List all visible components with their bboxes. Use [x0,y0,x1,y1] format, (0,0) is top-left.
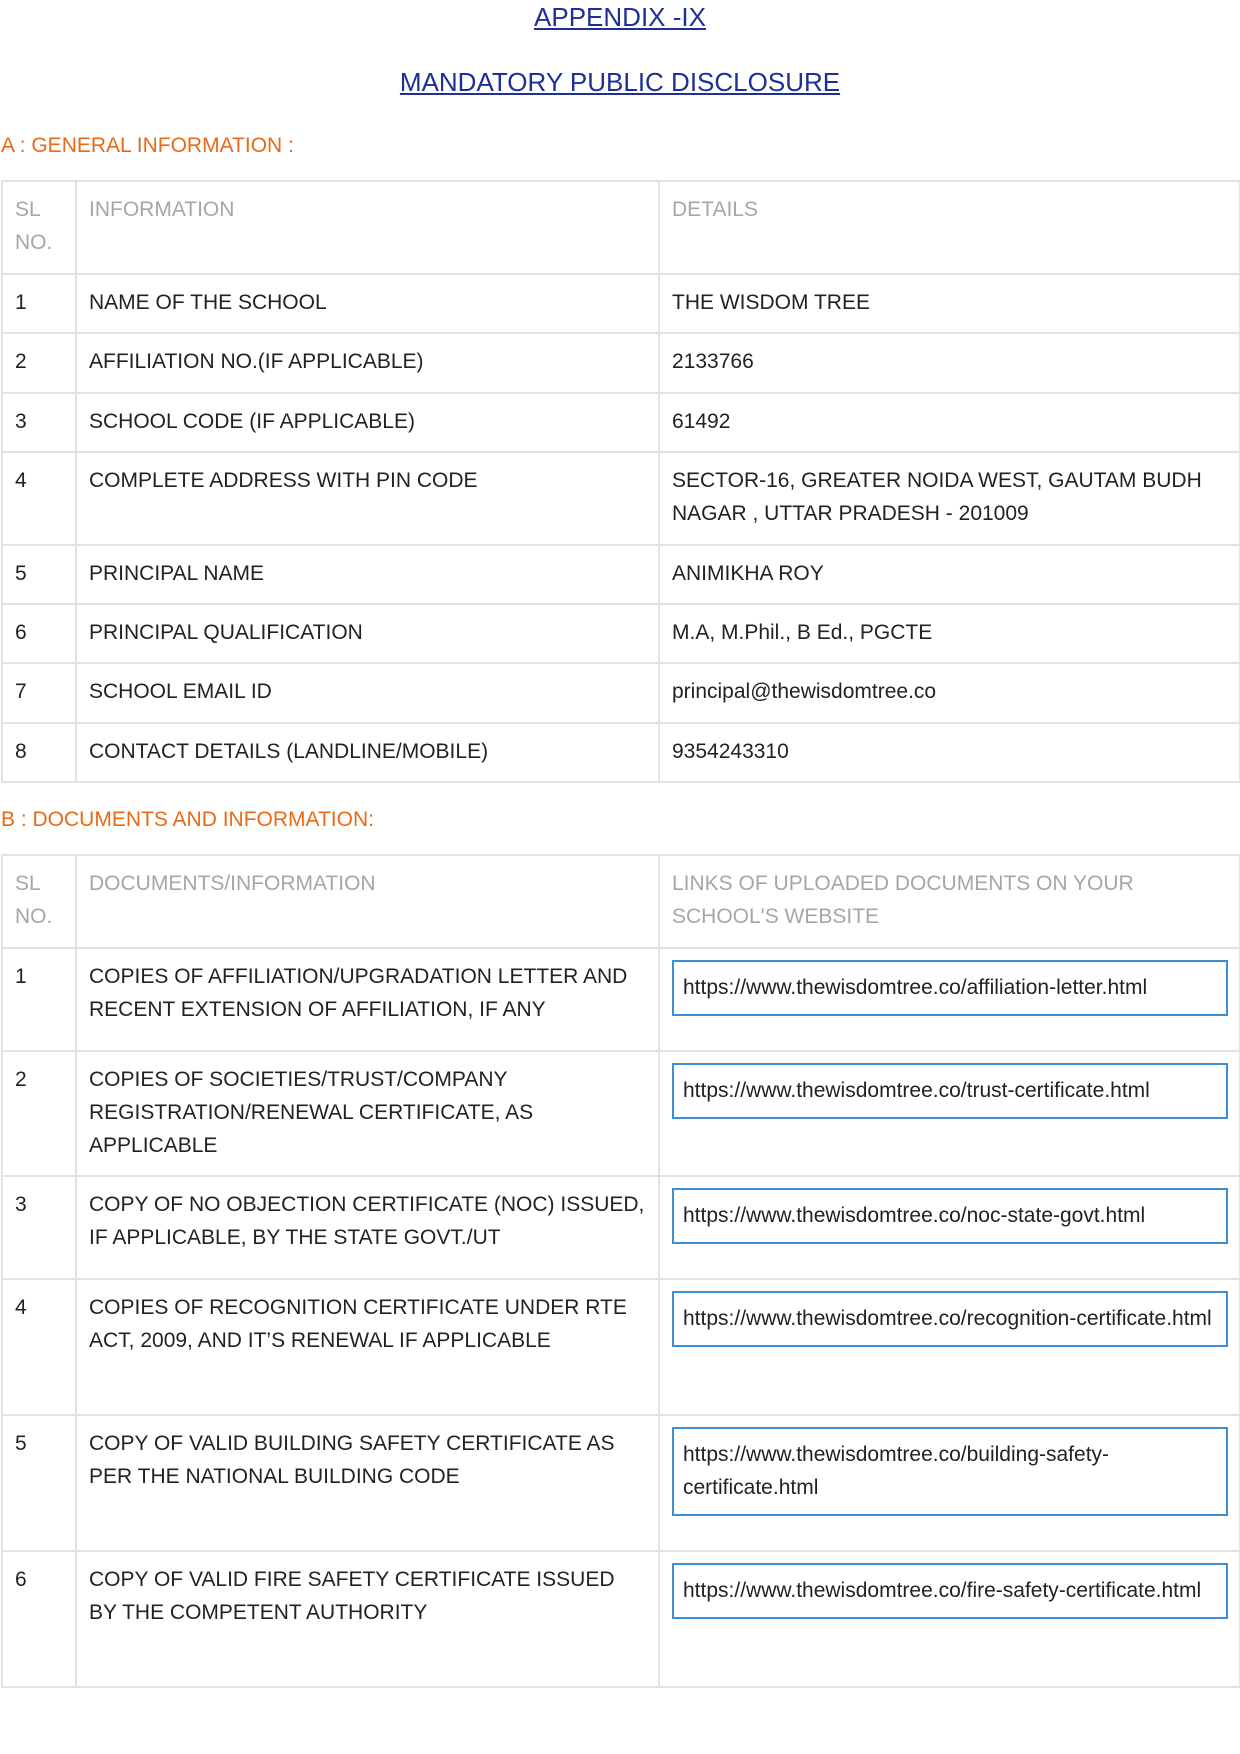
table-row [2,274,1240,333]
document-cell: COPY OF NO OBJECTION CERTIFICATE (NOC) ISSUED, IF APPLICABLE, BY THE STATE GOVT./UT [76,1176,659,1279]
link-cell [659,1051,1240,1176]
column-header-links: LINKS OF UPLOADED DOCUMENTS ON YOUR SCHOOL'S WEBSITE [659,855,1240,948]
table-row [2,948,1240,1051]
table-row [2,1051,1240,1176]
sl-cell: 1 [2,274,76,333]
details-cell: 2133766 [659,333,1240,393]
document-link-field[interactable]: https://www.thewisdomtree.co/affiliation-letter.html [672,960,1228,1016]
table-row [2,545,1240,604]
table-row [2,663,1240,723]
table-row [2,393,1240,452]
column-header-sl: SL NO. [2,181,76,274]
document-link-field[interactable]: https://www.thewisdomtree.co/fire-safety-certificate.html [672,1563,1228,1619]
document-cell: COPY OF VALID BUILDING SAFETY CERTIFICATE AS PER THE NATIONAL BUILDING CODE [76,1415,659,1551]
details-cell: THE WISDOM TREE [659,274,1240,333]
document-cell: COPIES OF RECOGNITION CERTIFICATE UNDER RTE ACT, 2009, AND IT’S RENEWAL IF APPLICABLE [76,1279,659,1415]
details-cell: 9354243310 [659,723,1240,782]
information-cell: CONTACT DETAILS (LANDLINE/MOBILE) [76,723,659,782]
details-cell: 61492 [659,393,1240,452]
sl-cell: 7 [2,663,76,723]
sl-cell: 5 [2,545,76,604]
document-link-field[interactable]: https://www.thewisdomtree.co/trust-certificate.html [672,1063,1228,1119]
information-cell: PRINCIPAL QUALIFICATION [76,604,659,663]
column-header-sl: SL NO. [2,855,76,948]
details-cell: ANIMIKHA ROY [659,545,1240,604]
link-cell [659,1279,1240,1415]
column-header-details: DETAILS [659,181,1240,274]
document-cell: COPY OF VALID FIRE SAFETY CERTIFICATE ISSUED BY THE COMPETENT AUTHORITY [76,1551,659,1687]
sl-cell: 4 [2,452,76,545]
details-cell: SECTOR-16, GREATER NOIDA WEST, GAUTAM BUDH NAGAR , UTTAR PRADESH - 201009 [659,452,1240,545]
details-cell: M.A, M.Phil., B Ed., PGCTE [659,604,1240,663]
sl-cell: 8 [2,723,76,782]
page-title[interactable]: MANDATORY PUBLIC DISCLOSURE [399,67,841,97]
table-row [2,452,1240,545]
details-cell: principal@thewisdomtree.co [659,663,1240,723]
document-link-field[interactable]: https://www.thewisdomtree.co/building-safety-certificate.html [672,1427,1228,1516]
table-row [2,1551,1240,1687]
document-link-field[interactable]: https://www.thewisdomtree.co/recognition-certificate.html [672,1291,1228,1347]
sl-cell: 2 [2,1051,76,1176]
link-cell [659,1415,1240,1551]
section-b-heading: B : DOCUMENTS AND INFORMATION: [1,808,374,831]
information-cell: SCHOOL EMAIL ID [76,663,659,723]
sl-cell: 6 [2,1551,76,1687]
table-row [2,1415,1240,1551]
documents-information-table [1,854,1240,1688]
information-cell: PRINCIPAL NAME [76,545,659,604]
sl-cell: 4 [2,1279,76,1415]
information-cell: SCHOOL CODE (IF APPLICABLE) [76,393,659,452]
column-header-information: INFORMATION [76,181,659,274]
information-cell: COMPLETE ADDRESS WITH PIN CODE [76,452,659,545]
table-header-row [2,855,1240,948]
table-row [2,1176,1240,1279]
table-header-row [2,181,1240,274]
sl-cell: 1 [2,948,76,1051]
link-cell [659,1551,1240,1687]
column-header-documents: DOCUMENTS/INFORMATION [76,855,659,948]
link-cell [659,1176,1240,1279]
sl-cell: 2 [2,333,76,393]
link-cell [659,948,1240,1051]
information-cell: AFFILIATION NO.(IF APPLICABLE) [76,333,659,393]
information-cell: NAME OF THE SCHOOL [76,274,659,333]
sl-cell: 5 [2,1415,76,1551]
document-cell: COPIES OF AFFILIATION/UPGRADATION LETTER AND RECENT EXTENSION OF AFFILIATION, IF ANY [76,948,659,1051]
sl-cell: 3 [2,1176,76,1279]
document-link-field[interactable]: https://www.thewisdomtree.co/noc-state-govt.html [672,1188,1228,1244]
general-information-table [1,180,1240,783]
section-a-heading: A : GENERAL INFORMATION : [1,134,294,157]
table-row [2,723,1240,782]
document-cell: COPIES OF SOCIETIES/TRUST/COMPANY REGISTRATION/RENEWAL CERTIFICATE, AS APPLICABLE [76,1051,659,1176]
appendix-title[interactable]: APPENDIX -IX [534,2,706,32]
table-row [2,604,1240,663]
table-row [2,333,1240,393]
table-row [2,1279,1240,1415]
sl-cell: 6 [2,604,76,663]
sl-cell: 3 [2,393,76,452]
